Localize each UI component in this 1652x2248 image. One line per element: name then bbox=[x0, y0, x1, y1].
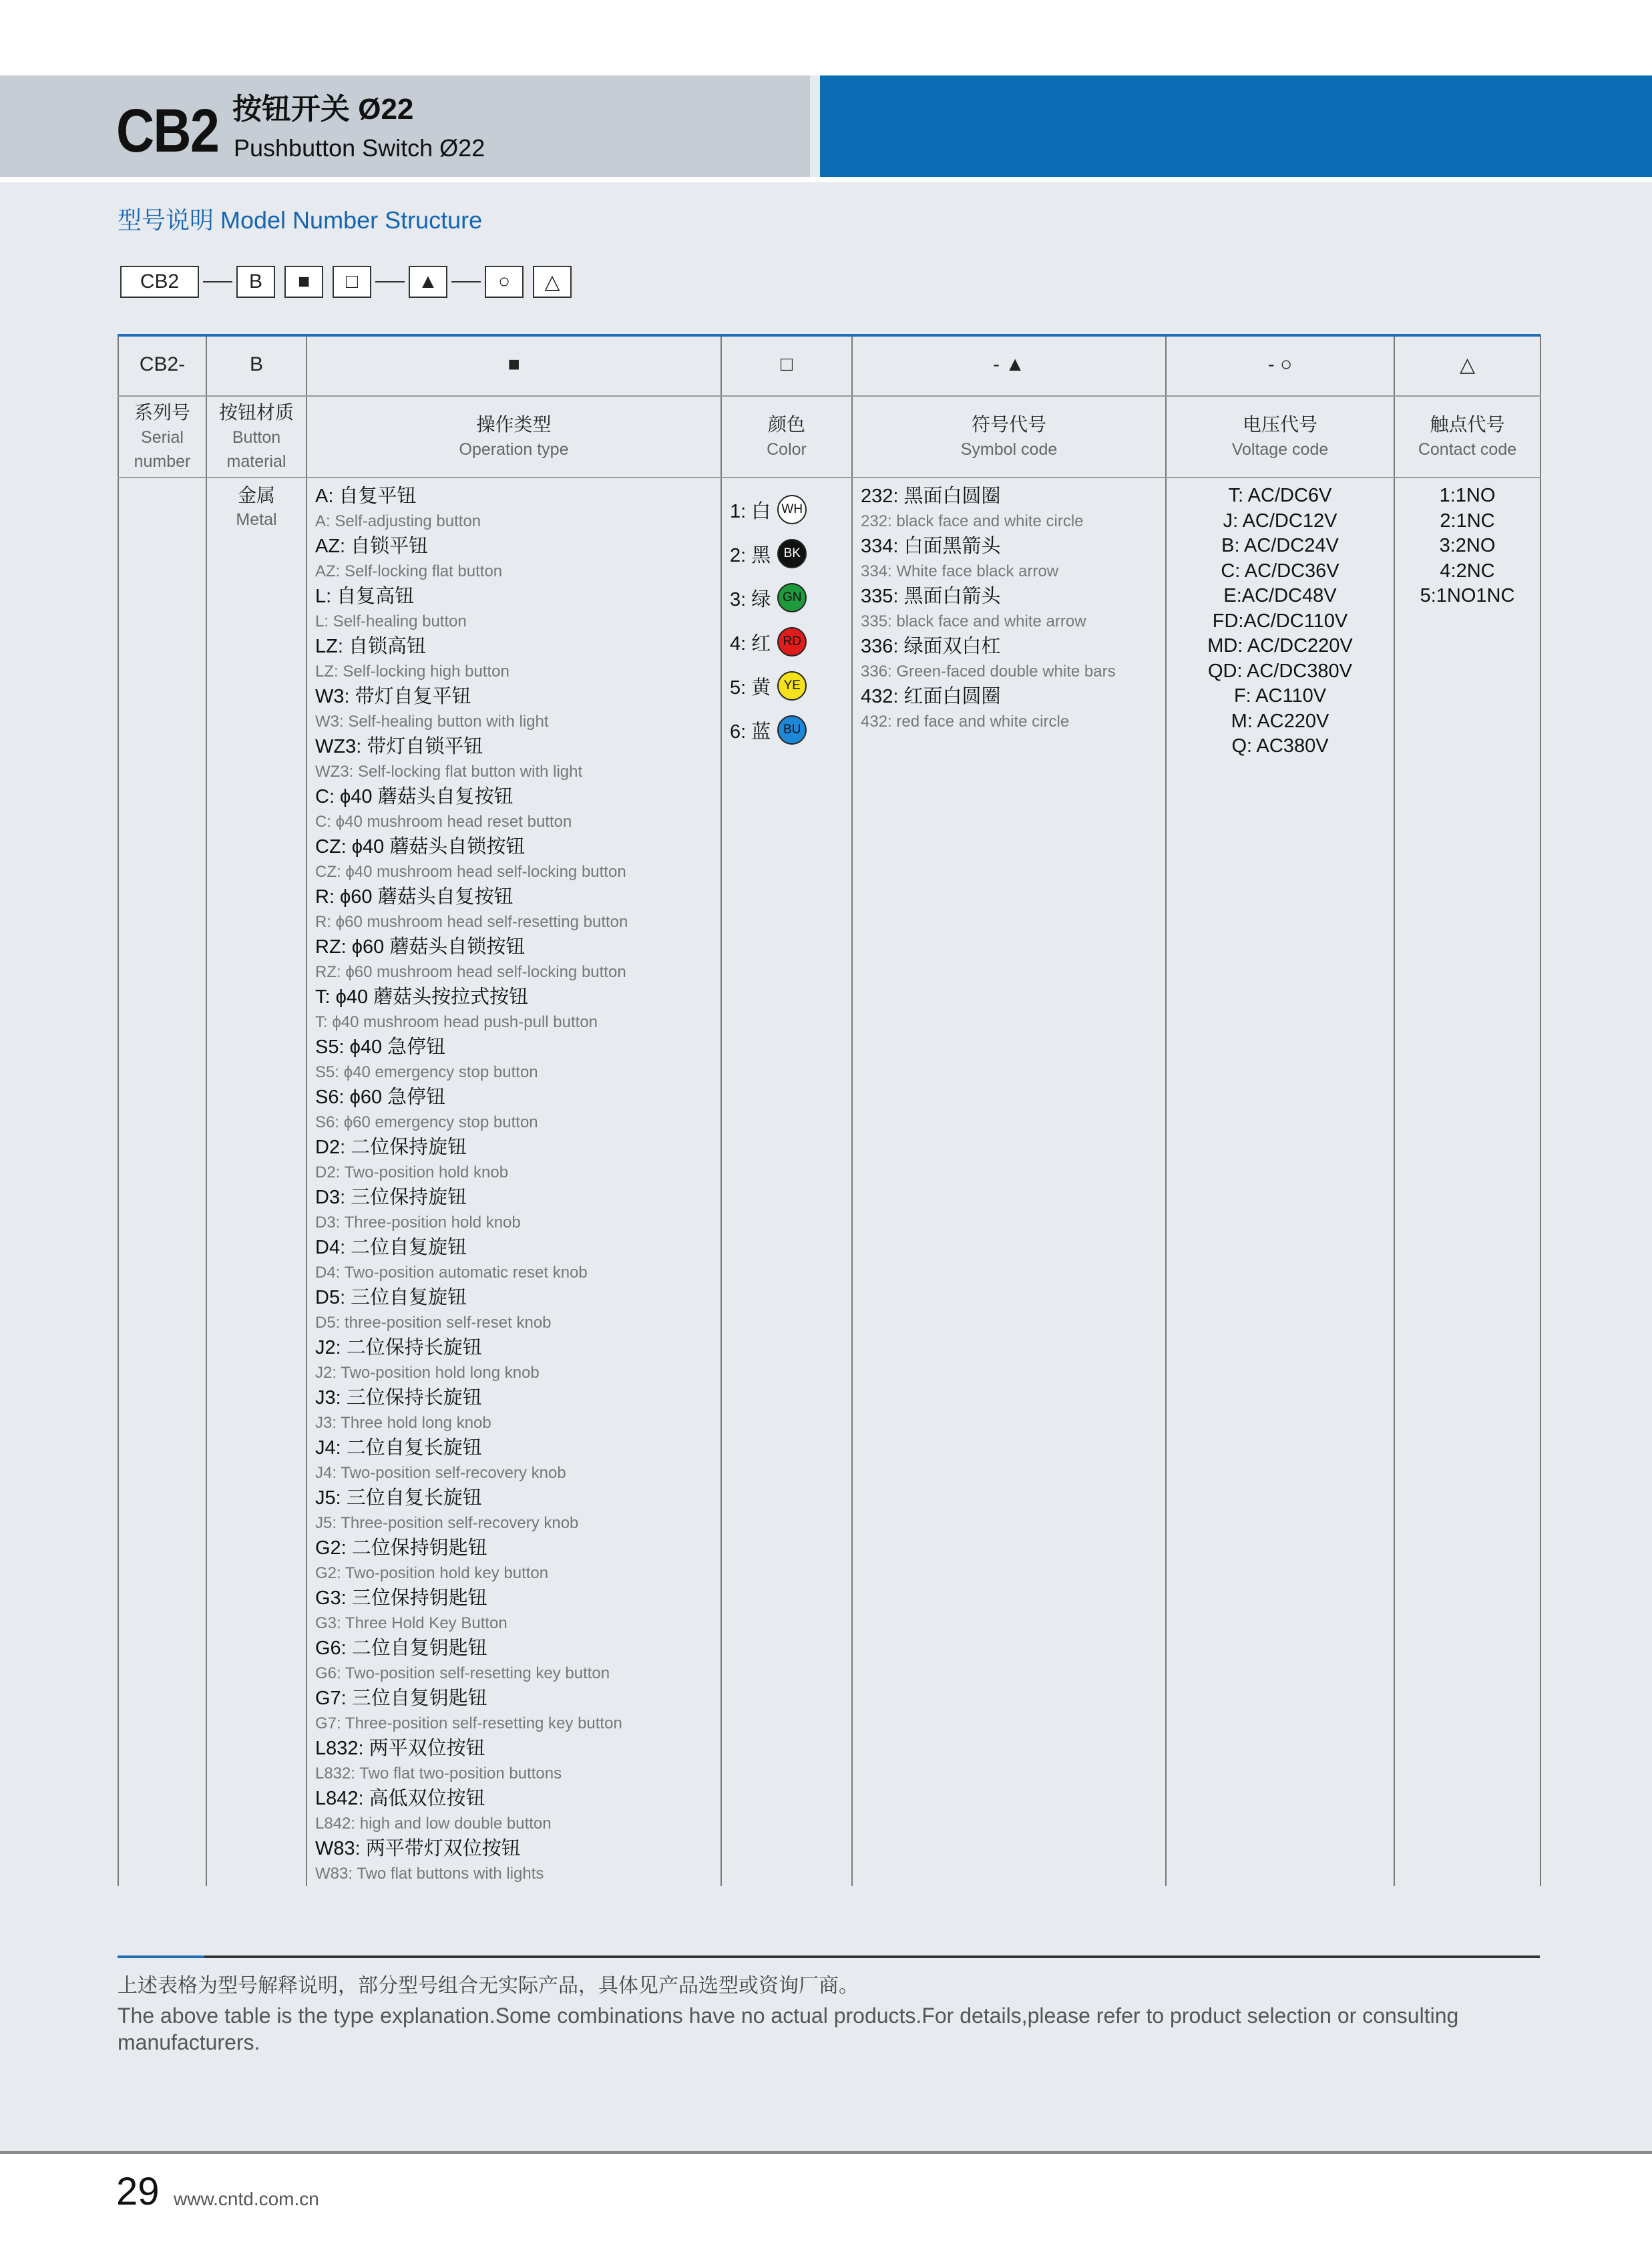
header-contact bbox=[1394, 396, 1540, 478]
operation-item-en: W3: Self-healing button with light bbox=[315, 713, 549, 731]
note-en: The above table is the type explanation.Some combinations have no actual products.For details,please refer to product selection or consulting manufacturers. bbox=[118, 2004, 1459, 2054]
header-operation bbox=[306, 396, 721, 478]
color-label: 3: 绿 bbox=[730, 588, 771, 610]
operation-item-en: J4: Two-position self-recovery knob bbox=[315, 1464, 566, 1482]
voltage-item: Q: AC380V bbox=[1231, 735, 1329, 757]
code-cell: - ○ bbox=[1166, 334, 1394, 396]
operation-item-cn: S5: ϕ40 急停钮 bbox=[315, 1037, 446, 1058]
operation-item-cn: D3: 三位保持旋钮 bbox=[315, 1187, 467, 1208]
material-cn: 金属 bbox=[237, 485, 275, 506]
voltage-item: J: AC/DC12V bbox=[1223, 510, 1337, 532]
operation-item-en: CZ: ϕ40 mushroom head self-locking button bbox=[315, 863, 626, 881]
symbol-item-en: 334: White face black arrow bbox=[861, 562, 1059, 580]
operation-item-cn: D2: 二位保持旋钮 bbox=[315, 1137, 467, 1158]
color-swatch: WH bbox=[777, 495, 807, 524]
symbol-cell bbox=[852, 478, 1166, 1886]
operation-item-en: L842: high and low double button bbox=[315, 1815, 552, 1833]
color-item bbox=[730, 576, 851, 620]
color-label: 6: 蓝 bbox=[730, 721, 771, 743]
voltage-item: B: AC/DC24V bbox=[1221, 535, 1339, 556]
operation-item-cn: J2: 二位保持长旋钮 bbox=[315, 1337, 482, 1358]
code-prefix-box: CB2 bbox=[120, 266, 199, 298]
header-en: Contact code bbox=[1418, 440, 1517, 459]
code-cell: ■ bbox=[306, 334, 721, 396]
operation-item-cn: G6: 二位自复钥匙钮 bbox=[315, 1638, 487, 1659]
code-cell: - ▲ bbox=[852, 334, 1166, 396]
operation-item-cn: T: ϕ40 蘑菇头按拉式按钮 bbox=[315, 986, 529, 1008]
serial-cell bbox=[118, 478, 206, 1886]
header-serial bbox=[118, 396, 206, 478]
contact-cell bbox=[1394, 478, 1540, 1886]
operation-item-en: L: Self-healing button bbox=[315, 612, 467, 630]
color-item bbox=[730, 488, 851, 532]
operation-item-cn: G3: 三位保持钥匙钮 bbox=[315, 1587, 487, 1609]
operation-item-cn: R: ϕ60 蘑菇头自复按钮 bbox=[315, 886, 513, 908]
code-dash bbox=[203, 281, 232, 283]
code-operation-box: ■ bbox=[284, 266, 323, 298]
color-swatch: BU bbox=[777, 715, 807, 745]
header-cn: 操作类型 bbox=[476, 414, 552, 435]
color-cell bbox=[721, 478, 852, 1886]
color-item bbox=[730, 708, 851, 752]
page-title-cn: 按钮开关 Ø22 bbox=[232, 93, 414, 126]
page-title-en: Pushbutton Switch Ø22 bbox=[234, 134, 485, 162]
contact-item: 3:2NO bbox=[1439, 535, 1496, 556]
operation-item-cn: LZ: 自锁高钮 bbox=[315, 636, 426, 657]
color-swatch: GN bbox=[777, 583, 807, 612]
operation-item-en: T: ϕ40 mushroom head push-pull button bbox=[315, 1013, 598, 1031]
operation-item-en: R: ϕ60 mushroom head self-resetting button bbox=[315, 913, 628, 931]
color-item bbox=[730, 664, 851, 708]
code-contact-box: △ bbox=[533, 266, 572, 298]
operation-item-cn: W3: 带灯自复平钮 bbox=[315, 686, 471, 707]
color-item bbox=[730, 620, 851, 664]
contact-item: 1:1NO bbox=[1439, 485, 1496, 506]
header-en: Serial bbox=[141, 428, 184, 447]
operation-item-cn: WZ3: 带灯自锁平钮 bbox=[315, 736, 483, 757]
header-row bbox=[118, 396, 1540, 478]
material-cell bbox=[206, 478, 306, 1886]
voltage-cell bbox=[1166, 478, 1394, 1886]
color-label: 2: 黑 bbox=[730, 544, 771, 566]
header-material bbox=[206, 396, 306, 478]
header-color bbox=[721, 396, 852, 478]
operation-item-en: J3: Three hold long knob bbox=[315, 1414, 491, 1432]
table-bottom-rule bbox=[118, 1955, 1540, 1958]
voltage-item: M: AC220V bbox=[1231, 710, 1329, 732]
website-url: www.cntd.com.cn bbox=[174, 2189, 319, 2209]
header-cn: 按钮材质 bbox=[218, 402, 294, 423]
operation-item-cn: CZ: ϕ40 蘑菇头自锁按钮 bbox=[315, 836, 526, 858]
operation-item-en: G3: Three Hold Key Button bbox=[315, 1614, 507, 1632]
operation-item-en: LZ: Self-locking high button bbox=[315, 663, 509, 681]
symbol-item-cn: 336: 绿面双白杠 bbox=[861, 636, 1001, 657]
voltage-item: F: AC110V bbox=[1233, 685, 1327, 707]
material-en: Metal bbox=[236, 510, 277, 529]
symbol-item-en: 232: black face and white circle bbox=[861, 512, 1084, 530]
operation-item-cn: D5: 三位自复旋钮 bbox=[315, 1287, 467, 1308]
header-en: Operation type bbox=[459, 440, 569, 459]
operation-item-cn: D4: 二位自复旋钮 bbox=[315, 1237, 467, 1258]
operation-item-en: D4: Two-position automatic reset knob bbox=[315, 1264, 588, 1282]
voltage-item: E:AC/DC48V bbox=[1223, 585, 1337, 606]
code-row bbox=[118, 334, 1540, 396]
header-voltage bbox=[1166, 396, 1394, 478]
operation-item-en: L832: Two flat two-position buttons bbox=[315, 1764, 562, 1783]
operation-item-cn: L: 自复高钮 bbox=[315, 586, 415, 607]
header-en: Symbol code bbox=[960, 440, 1058, 459]
operation-item-en: C: ϕ40 mushroom head reset button bbox=[315, 813, 572, 831]
operation-item-cn: G7: 三位自复钥匙钮 bbox=[315, 1688, 487, 1709]
contact-item: 4:2NC bbox=[1440, 560, 1495, 582]
contact-item: 5:1NO1NC bbox=[1420, 585, 1515, 606]
code-cell: □ bbox=[721, 334, 852, 396]
symbol-item-en: 336: Green-faced double white bars bbox=[861, 663, 1116, 681]
operation-item-en: J2: Two-position hold long knob bbox=[315, 1364, 540, 1382]
operation-item-cn: J4: 二位自复长旋钮 bbox=[315, 1437, 482, 1459]
code-material-box: B bbox=[236, 266, 275, 298]
operation-item-en: WZ3: Self-locking flat button with light bbox=[315, 763, 583, 781]
header-en: number bbox=[134, 452, 191, 471]
color-swatch: BK bbox=[777, 539, 807, 568]
operation-item-en: S5: ϕ40 emergency stop button bbox=[315, 1063, 538, 1081]
color-swatch: YE bbox=[777, 671, 807, 701]
code-cell: △ bbox=[1394, 334, 1540, 396]
operation-cell bbox=[306, 478, 721, 1886]
model-table bbox=[118, 334, 1541, 1886]
voltage-item: T: AC/DC6V bbox=[1228, 485, 1332, 506]
table-top-rule bbox=[118, 334, 1540, 337]
code-dash bbox=[375, 281, 405, 283]
operation-item-en: D2: Two-position hold knob bbox=[315, 1163, 509, 1181]
operation-item-en: D3: Three-position hold knob bbox=[315, 1213, 521, 1232]
color-label: 4: 红 bbox=[730, 632, 771, 654]
body-row bbox=[118, 478, 1540, 1886]
operation-item-cn: RZ: ϕ60 蘑菇头自锁按钮 bbox=[315, 936, 526, 958]
voltage-item: QD: AC/DC380V bbox=[1208, 660, 1352, 682]
operation-item-cn: G2: 二位保持钥匙钮 bbox=[315, 1537, 487, 1559]
symbol-item-cn: 334: 白面黑箭头 bbox=[861, 536, 1001, 557]
header-right-panel bbox=[820, 75, 1652, 177]
color-item bbox=[730, 532, 851, 576]
operation-item-cn: AZ: 自锁平钮 bbox=[315, 536, 429, 557]
operation-item-cn: A: 自复平钮 bbox=[315, 486, 417, 507]
contact-item: 2:1NC bbox=[1440, 510, 1495, 532]
symbol-item-cn: 432: 红面白圆圈 bbox=[861, 686, 1001, 707]
operation-item-cn: J5: 三位自复长旋钮 bbox=[315, 1487, 482, 1509]
section-title: 型号说明 Model Number Structure bbox=[118, 206, 483, 234]
symbol-item-cn: 335: 黑面白箭头 bbox=[861, 586, 1001, 607]
code-cell: B bbox=[206, 334, 306, 396]
header-cn: 颜色 bbox=[767, 414, 805, 435]
symbol-item-en: 432: red face and white circle bbox=[861, 713, 1070, 731]
symbol-item-cn: 232: 黑面白圆圈 bbox=[861, 486, 1001, 507]
header-divider bbox=[0, 177, 1652, 182]
voltage-item: MD: AC/DC220V bbox=[1207, 635, 1353, 657]
voltage-item: FD:AC/DC110V bbox=[1212, 610, 1348, 632]
note-cn: 上述表格为型号解释说明，部分型号组合无实际产品，具体见产品选型或资询厂商。 bbox=[118, 1975, 859, 1997]
header-en: Color bbox=[767, 440, 807, 459]
code-color-box: □ bbox=[333, 266, 371, 298]
model-code-structure bbox=[120, 264, 572, 299]
code-voltage-box: ○ bbox=[485, 266, 524, 298]
operation-item-en: S6: ϕ60 emergency stop button bbox=[315, 1113, 538, 1131]
operation-item-cn: W83: 两平带灯双位按钮 bbox=[315, 1838, 521, 1859]
operation-item-en: W83: Two flat buttons with lights bbox=[315, 1865, 544, 1883]
operation-item-cn: L842: 高低双位按钮 bbox=[315, 1788, 485, 1809]
color-swatch: RD bbox=[777, 627, 807, 657]
color-label: 1: 白 bbox=[730, 500, 771, 522]
code-dash bbox=[451, 281, 481, 283]
operation-item-cn: J3: 三位保持长旋钮 bbox=[315, 1387, 482, 1409]
header-en: material bbox=[226, 452, 286, 471]
code-symbol-box: ▲ bbox=[409, 266, 447, 298]
operation-item-en: RZ: ϕ60 mushroom head self-locking button bbox=[315, 963, 626, 981]
operation-item-en: G7: Three-position self-resetting key button bbox=[315, 1714, 622, 1732]
header-cn: 电压代号 bbox=[1242, 414, 1317, 435]
page-number: 29 bbox=[116, 2170, 160, 2213]
operation-item-cn: L832: 两平双位按钮 bbox=[315, 1738, 485, 1759]
header-en: Button bbox=[232, 428, 281, 447]
header-cn: 系列号 bbox=[134, 402, 190, 423]
operation-item-cn: S6: ϕ60 急停钮 bbox=[315, 1087, 446, 1108]
footer-divider bbox=[0, 2151, 1652, 2154]
operation-item-en: D5: three-position self-reset knob bbox=[315, 1314, 552, 1332]
brand-logo: CB2 bbox=[116, 97, 219, 165]
operation-item-en: G6: Two-position self-resetting key button bbox=[315, 1664, 610, 1682]
operation-item-en: A: Self-adjusting button bbox=[315, 512, 481, 530]
table-bottom-accent bbox=[118, 1955, 204, 1958]
header-cn: 符号代号 bbox=[971, 414, 1046, 435]
color-label: 5: 黄 bbox=[730, 677, 771, 699]
voltage-item: C: AC/DC36V bbox=[1221, 560, 1339, 582]
operation-item-en: J5: Three-position self-recovery knob bbox=[315, 1514, 579, 1532]
header-en: Voltage code bbox=[1231, 440, 1329, 459]
operation-item-en: G2: Two-position hold key button bbox=[315, 1564, 549, 1582]
header-cn: 触点代号 bbox=[1430, 414, 1505, 435]
operation-item-cn: C: ϕ40 蘑菇头自复按钮 bbox=[315, 786, 513, 807]
header-symbol bbox=[852, 396, 1166, 478]
symbol-item-en: 335: black face and white arrow bbox=[861, 612, 1086, 630]
operation-item-en: AZ: Self-locking flat button bbox=[315, 562, 503, 580]
code-cell: CB2- bbox=[118, 334, 206, 396]
